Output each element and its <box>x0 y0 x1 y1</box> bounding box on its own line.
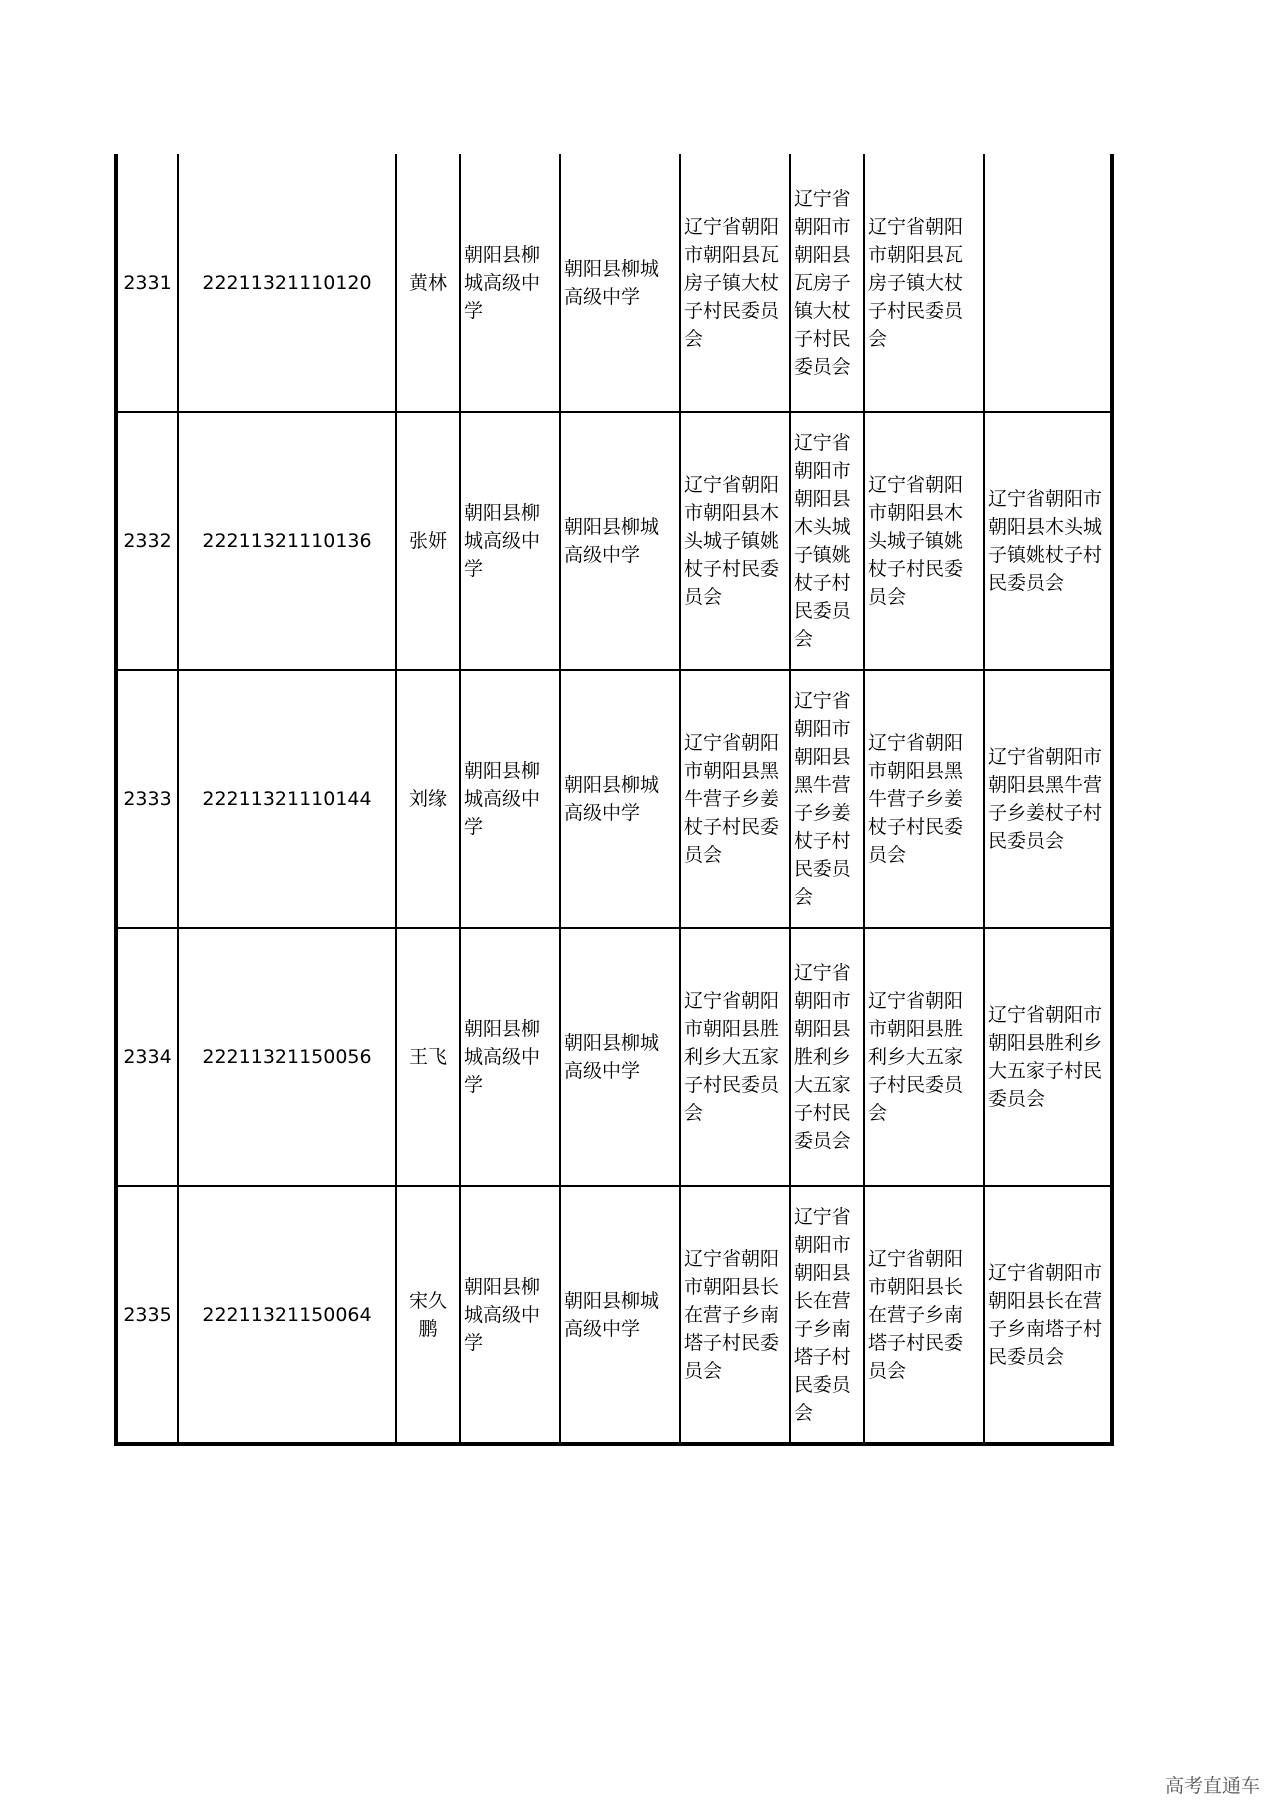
exam-id-cell: 22211321110144 <box>178 670 396 928</box>
address-cell-2: 辽宁省朝阳市朝阳县胜利乡大五家子村民委员会 <box>790 928 864 1186</box>
roster-sheet <box>114 154 1110 1445</box>
address-cell-3: 辽宁省朝阳市朝阳县瓦房子镇大杖子村民委员会 <box>864 154 984 412</box>
roster-table <box>114 154 1114 1446</box>
exam-id-cell: 22211321150056 <box>178 928 396 1186</box>
table-row <box>116 670 1112 928</box>
table-row <box>116 928 1112 1186</box>
address-cell-1: 辽宁省朝阳市朝阳县黑牛营子乡姜杖子村民委员会 <box>680 670 790 928</box>
seq-cell: 2332 <box>116 412 178 670</box>
address-cell-3: 辽宁省朝阳市朝阳县长在营子乡南塔子村民委员会 <box>864 1186 984 1444</box>
address-cell-4: 辽宁省朝阳市朝阳县木头城子镇姚杖子村民委员会 <box>984 412 1112 670</box>
address-cell-1: 辽宁省朝阳市朝阳县木头城子镇姚杖子村民委员会 <box>680 412 790 670</box>
address-cell-3: 辽宁省朝阳市朝阳县黑牛营子乡姜杖子村民委员会 <box>864 670 984 928</box>
address-cell-4: 辽宁省朝阳市朝阳县胜利乡大五家子村民委员会 <box>984 928 1112 1186</box>
exam-id-cell: 22211321150064 <box>178 1186 396 1444</box>
school-cell: 朝阳县柳城高级中学 <box>460 928 560 1186</box>
school-cell: 朝阳县柳城高级中学 <box>460 154 560 412</box>
address-cell-1: 辽宁省朝阳市朝阳县长在营子乡南塔子村民委员会 <box>680 1186 790 1444</box>
seq-cell: 2331 <box>116 154 178 412</box>
school-cell-2: 朝阳县柳城高级中学 <box>560 670 680 928</box>
seq-cell: 2335 <box>116 1186 178 1444</box>
name-cell: 张妍 <box>396 412 460 670</box>
school-cell-2: 朝阳县柳城高级中学 <box>560 412 680 670</box>
school-cell-2: 朝阳县柳城高级中学 <box>560 154 680 412</box>
address-cell-1: 辽宁省朝阳市朝阳县胜利乡大五家子村民委员会 <box>680 928 790 1186</box>
seq-cell: 2334 <box>116 928 178 1186</box>
name-cell: 王飞 <box>396 928 460 1186</box>
address-cell-1: 辽宁省朝阳市朝阳县瓦房子镇大杖子村民委员会 <box>680 154 790 412</box>
address-cell-2: 辽宁省朝阳市朝阳县黑牛营子乡姜杖子村民委员会 <box>790 670 864 928</box>
exam-id-cell: 22211321110120 <box>178 154 396 412</box>
school-cell: 朝阳县柳城高级中学 <box>460 670 560 928</box>
name-cell: 刘缘 <box>396 670 460 928</box>
table-row <box>116 412 1112 670</box>
address-cell-3: 辽宁省朝阳市朝阳县木头城子镇姚杖子村民委员会 <box>864 412 984 670</box>
address-cell-3: 辽宁省朝阳市朝阳县胜利乡大五家子村民委员会 <box>864 928 984 1186</box>
exam-id-cell: 22211321110136 <box>178 412 396 670</box>
seq-cell: 2333 <box>116 670 178 928</box>
address-cell-4: 辽宁省朝阳市朝阳县黑牛营子乡姜杖子村民委员会 <box>984 670 1112 928</box>
school-cell: 朝阳县柳城高级中学 <box>460 1186 560 1444</box>
name-cell: 宋久鹏 <box>396 1186 460 1444</box>
address-cell-2: 辽宁省朝阳市朝阳县长在营子乡南塔子村民委员会 <box>790 1186 864 1444</box>
address-cell-4: 辽宁省朝阳市朝阳县长在营子乡南塔子村民委员会 <box>984 1186 1112 1444</box>
address-cell-2: 辽宁省朝阳市朝阳县瓦房子镇大杖子村民委员会 <box>790 154 864 412</box>
school-cell: 朝阳县柳城高级中学 <box>460 412 560 670</box>
watermark-text: 高考直通车 <box>1164 1775 1260 1797</box>
address-cell-2: 辽宁省朝阳市朝阳县木头城子镇姚杖子村民委员会 <box>790 412 864 670</box>
name-cell: 黄林 <box>396 154 460 412</box>
school-cell-2: 朝阳县柳城高级中学 <box>560 1186 680 1444</box>
table-row <box>116 154 1112 412</box>
school-cell-2: 朝阳县柳城高级中学 <box>560 928 680 1186</box>
address-cell-4 <box>984 154 1112 412</box>
table-row <box>116 1186 1112 1444</box>
